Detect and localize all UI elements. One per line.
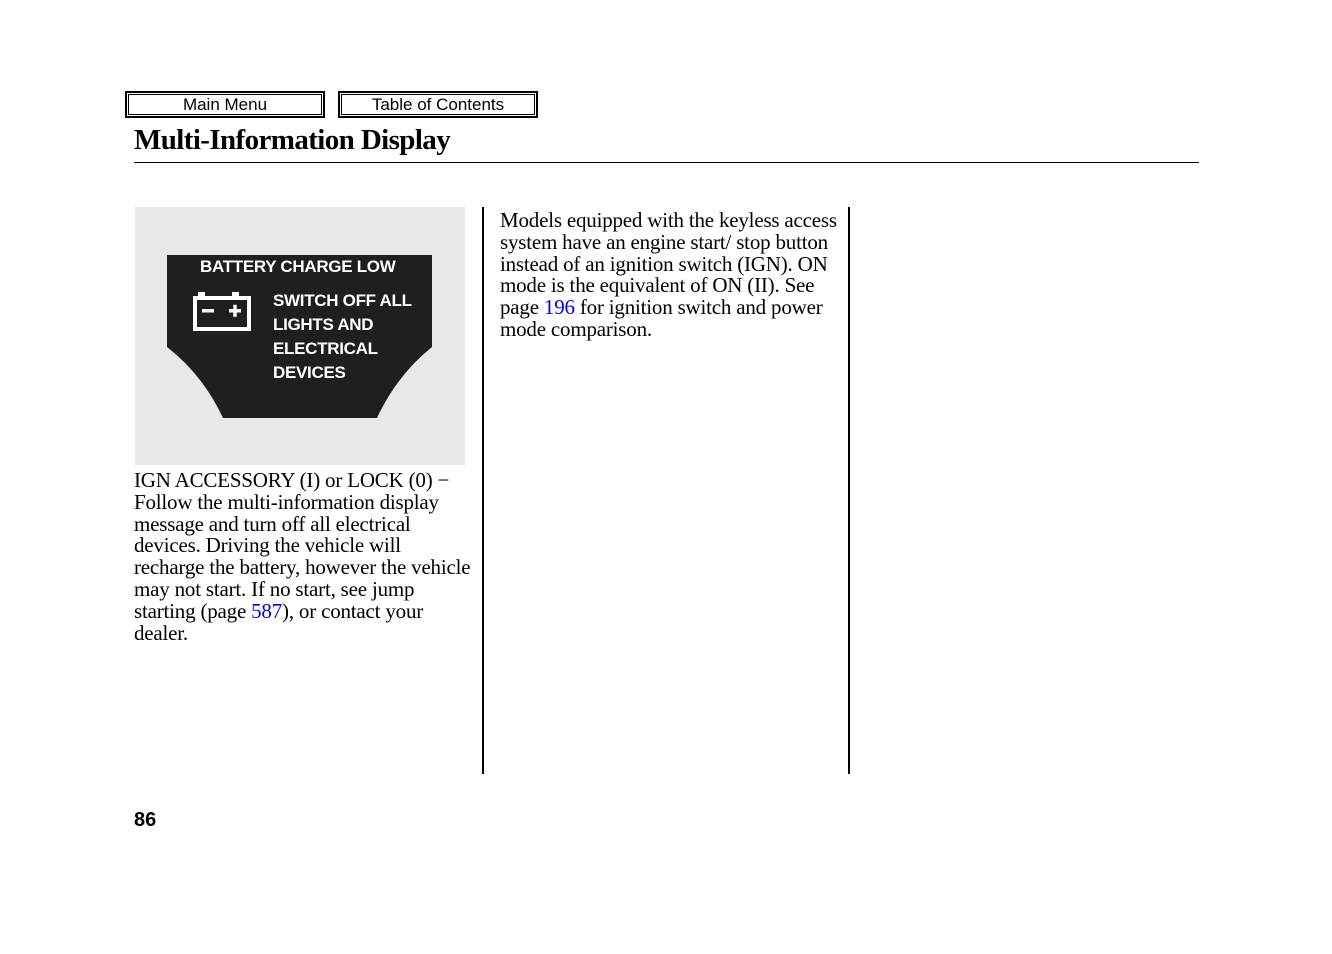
middle-text-after-link: for ignition switch and power mode comparison.	[500, 295, 823, 341]
display-message-line: ELECTRICAL	[273, 339, 378, 358]
left-column-text	[134, 470, 474, 644]
middle-text-before-link: Models equipped with the keyless access system have an engine start/ stop button instead of an ignition switch (IGN). ON mode is the equivalent of ON (II). See page	[500, 208, 837, 320]
title-divider	[134, 162, 1199, 163]
table-of-contents-button[interactable]: Table of Contents	[338, 91, 538, 118]
display-illustration	[135, 207, 465, 465]
page-link-587[interactable]: 587	[251, 598, 283, 623]
page-number: 86	[134, 809, 157, 831]
page-link-196[interactable]: 196	[543, 295, 575, 320]
display-header-text: BATTERY CHARGE LOW	[200, 257, 396, 276]
column-divider	[848, 207, 850, 774]
middle-column-text	[500, 210, 840, 341]
display-screen	[135, 207, 465, 465]
display-message-line: LIGHTS AND	[273, 315, 374, 334]
left-text-after-link: ), or contact your dealer.	[134, 598, 424, 645]
page-title: Multi-Information Display	[134, 124, 451, 156]
display-message-line: SWITCH OFF ALL	[273, 291, 412, 310]
main-menu-button[interactable]: Main Menu	[125, 91, 325, 118]
display-screen-shape	[167, 255, 432, 418]
column-divider	[482, 207, 484, 774]
display-message-line: DEVICES	[273, 363, 346, 382]
left-text-before-link: IGN ACCESSORY (I) or LOCK (0) − Follow the multi-information display message and turn off all electrical devices. Driving the vehicle will recharge the battery, however the vehicle may not start. If no start, see jump starting (page	[134, 468, 471, 623]
